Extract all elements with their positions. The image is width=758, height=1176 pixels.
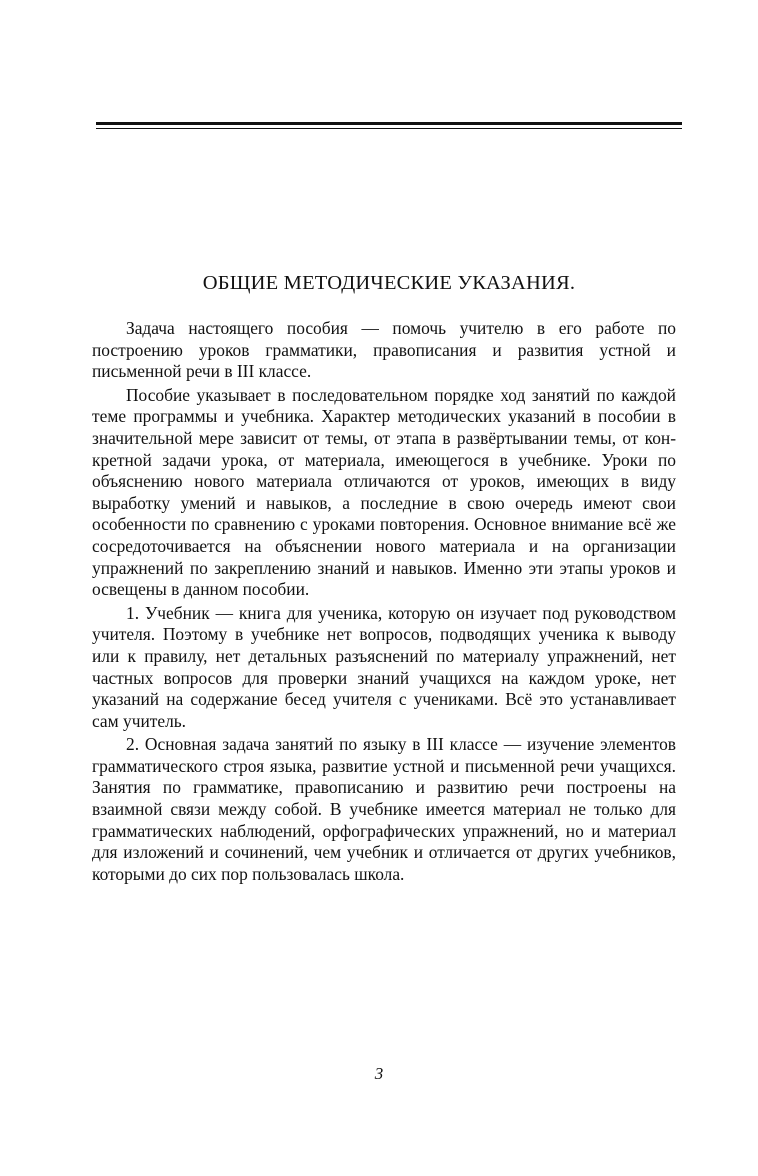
page-number: 3	[374, 1064, 384, 1083]
paragraph-intro: Задача настоящего пособия — помочь учителю в его работе по построению уроков грамматики, правописания и развития устной и письменной речи в III классе.	[92, 318, 676, 382]
paragraph-method: Пособие указывает в последовательном порядке ход занятий по каждой теме программы и учебника. Характер методических указаний в пособии в значительной мере зависит от темы, от этапа в развёртывании темы, от конкретной задачи урока, от материала, имеющегося в учебнике. Уроки по объяснению нового материала отличаются от уроков, имеющих в виду выработку умений и навыков, а последние в свою очередь имеют свои особенности по сравнению с уроками повторения. Основное внимание всё же сосредоточивается на объяснении нового материала и на организации упражнений по закреплению знаний и навыков. Именно эти этапы уроков и освещены в данном пособии.	[92, 384, 676, 600]
header-rule-thick	[96, 122, 682, 125]
paragraph-point-1: 1. Учебник — книга для ученика, которую он изучает под руководством учителя. Поэтому в учебнике нет вопросов, подводящих ученика к выводу или к правилу, нет детальных разъяснений по материалу упражнений, нет частных вопросов для проверки знаний учащихся на каждом уроке, нет указаний на содержание бесед учителя с учениками. Всё это устанавливает сам учитель.	[92, 602, 676, 731]
header-rule-thin	[96, 128, 682, 129]
body-text	[92, 318, 676, 887]
section-heading: ОБЩИЕ МЕТОДИЧЕСКИЕ УКАЗАНИЯ.	[202, 272, 576, 294]
paragraph-point-2: 2. Основная задача занятий по языку в III классе — изучение элементов грамматического строя языка, развитие устной и письменной речи учащихся. Занятия по грамматике, правописанию и развитию речи построены на взаимной связи между собой. В учебнике имеется материал не только для грамматических наблюдений, орфографических упражнений, но и материал для изложений и сочинений, чем учебник и отличается от других учебников, которыми до сих пор пользовалась школа.	[92, 734, 676, 884]
